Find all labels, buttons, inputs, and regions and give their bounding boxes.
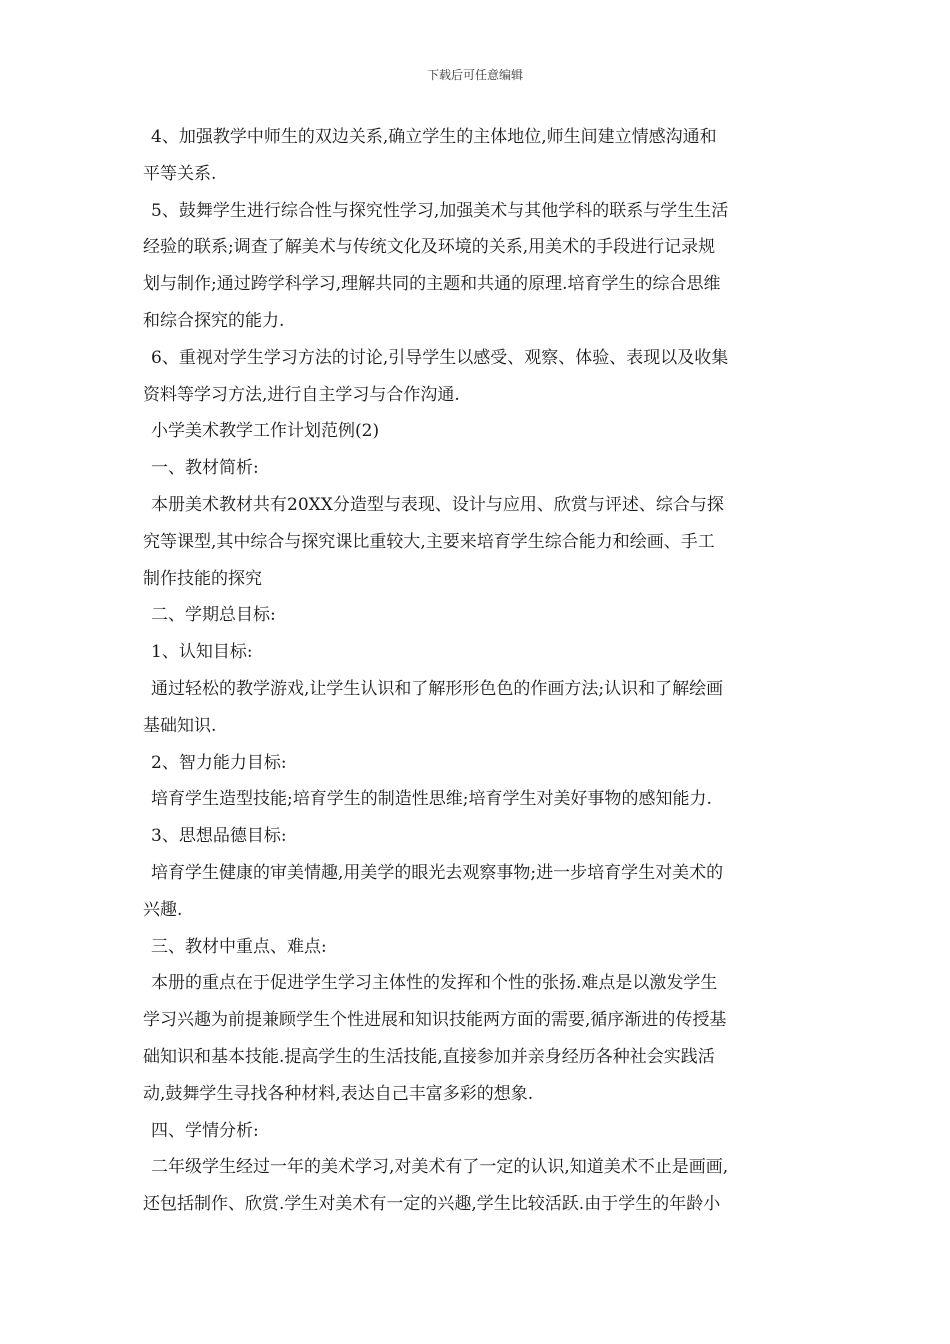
text-line: 培育学生造型技能;培育学生的制造性思维;培育学生对美好事物的感知能力. [151, 789, 712, 810]
text-line: 1、认知目标: [151, 642, 253, 663]
text-line: 通过轻松的教学游戏,让学生认识和了解形形色色的作画方法;认识和了解绘画 [151, 678, 724, 699]
text-line: 基础知识. [143, 715, 217, 736]
text-line: 三、教材中重点、难点: [151, 936, 327, 957]
page-header-note: 下载后可任意编辑 [426, 68, 523, 82]
text-line: 还包括制作、欣赏.学生对美术有一定的兴趣,学生比较活跃.由于学生的年龄小 [143, 1194, 721, 1215]
text-line: 6、重视对学生学习方法的讨论,引导学生以感受、观察、体验、表现以及收集 [151, 347, 729, 368]
text-line: 本册的重点在于促进学生学习主体性的发挥和个性的张扬.难点是以激发学生 [151, 973, 718, 994]
text-line: 二年级学生经过一年的美术学习,对美术有了一定的认识,知道美术不止是画画, [151, 1157, 729, 1178]
text-line: 动,鼓舞学生寻找各种材料,表达自己丰富多彩的想象. [143, 1083, 534, 1104]
text-line: 制作技能的探究 [143, 568, 262, 589]
text-line: 兴趣. [143, 899, 183, 920]
text-line: 平等关系. [143, 163, 217, 184]
text-line: 究等课型,其中综合与探究课比重较大,主要来培育学生综合能力和绘画、手工 [143, 531, 715, 552]
text-line: 一、教材简析: [151, 458, 259, 479]
text-line: 2、智力能力目标: [151, 752, 287, 773]
text-line: 经验的联系;调查了解美术与传统文化及环境的关系,用美术的手段进行记录规 [143, 237, 716, 258]
text-line: 划与制作;通过跨学科学习,理解共同的主题和共通的原理.培育学生的综合思维 [143, 274, 721, 295]
text-line: 四、学情分析: [151, 1120, 259, 1141]
text-line: 二、学期总目标: [151, 605, 276, 626]
text-line: 础知识和基本技能.提高学生的生活技能,直接参加并亲身经历各种社会实践活 [143, 1046, 715, 1067]
document-body [143, 119, 813, 1223]
text-line: 资料等学习方法,进行自主学习与合作沟通. [143, 384, 460, 405]
text-line: 本册美术教材共有20XX分造型与表现、设计与应用、欣赏与评述、综合与探 [151, 494, 724, 515]
text-line: 4、加强教学中师生的双边关系,确立学生的主体地位,师生间建立情感沟通和 [151, 127, 717, 147]
text-line: 和综合探究的能力. [143, 310, 285, 331]
text-line: 5、鼓舞学生进行综合性与探究性学习,加强美术与其他学科的联系与学生生活 [151, 200, 729, 221]
text-line: 小学美术教学工作计划范例(2) [151, 421, 380, 442]
text-line: 3、思想品德目标: [151, 826, 287, 847]
text-line: 学习兴趣为前提兼顾学生个性进展和知识技能两方面的需要,循序渐进的传授基 [143, 1010, 727, 1031]
text-line: 培育学生健康的审美情趣,用美学的眼光去观察事物;进一步培育学生对美术的 [151, 862, 724, 883]
